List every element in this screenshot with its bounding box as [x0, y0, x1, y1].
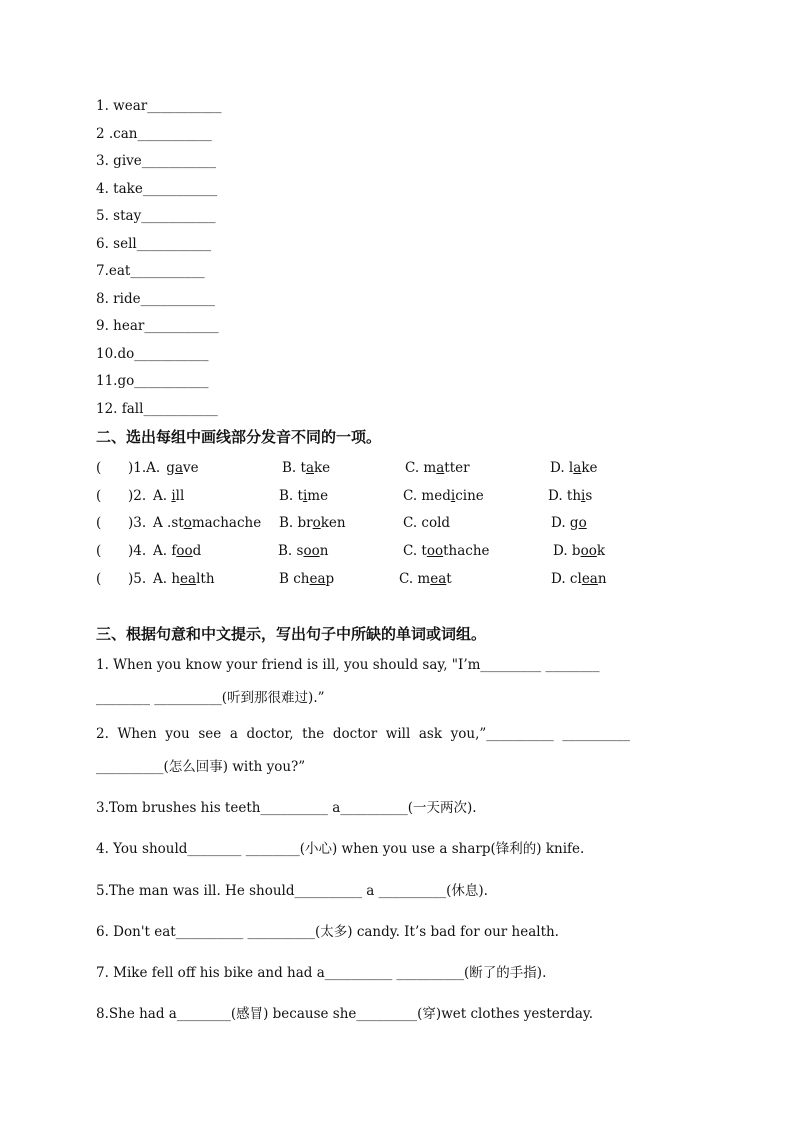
sentence-line-4: 4. You should________ ________(小心) when you use a sharp(锋利的) knife.	[96, 841, 585, 857]
option-c: C. toothache	[403, 543, 490, 559]
section-2-heading: 二、选出每组中画线部分发音不同的一项。	[96, 428, 382, 446]
option-c: C. medicine	[403, 488, 484, 504]
verb-item-2: 2 .can___________	[96, 126, 212, 142]
answer-paren[interactable]: (	[96, 543, 102, 559]
option-a: gave	[162, 460, 199, 476]
answer-paren[interactable]: (	[96, 571, 102, 587]
verb-item-11: 11.go___________	[96, 373, 209, 389]
option-c: C. matter	[405, 460, 470, 476]
option-a: A. ill	[153, 488, 185, 504]
sentence-line-1a: 1. When you know your friend is ill, you should say, "I’m_________ ________	[96, 657, 600, 673]
sentence-line-1b: ________ __________(听到那很难过).”	[96, 690, 325, 706]
answer-paren[interactable]: (	[96, 515, 102, 531]
option-a: A .stomachache	[153, 515, 262, 531]
verb-item-10: 10.do___________	[96, 346, 209, 362]
section-3-heading: 三、根据句意和中文提示，写出句子中所缺的单词或词组。	[96, 625, 487, 643]
sentence-line-2b: __________(怎么回事) with you?”	[96, 759, 306, 775]
option-b: B. time	[279, 488, 329, 504]
option-b: B. take	[282, 460, 331, 476]
sentence-line-7: 7. Mike fell off his bike and had a__________ __________(断了的手指).	[96, 965, 547, 981]
verb-item-7: 7.eat___________	[96, 263, 205, 279]
verb-item-9: 9. hear___________	[96, 318, 219, 334]
answer-paren[interactable]: (	[96, 460, 102, 476]
option-b: B. broken	[279, 515, 346, 531]
option-d: D. lake	[550, 460, 598, 476]
answer-paren[interactable]: (	[96, 488, 102, 504]
sentence-line-6: 6. Don't eat__________ __________(太多) candy. It’s bad for our health.	[96, 924, 559, 940]
sentence-line-3: 3.Tom brushes his teeth__________ a__________(一天两次).	[96, 800, 477, 816]
option-d: D. this	[548, 488, 593, 504]
question-number: )2.	[128, 488, 147, 504]
verb-item-8: 8. ride___________	[96, 291, 215, 307]
sentence-line-8: 8.She had a________(感冒) because she_________(穿)wet clothes yesterday.	[96, 1006, 594, 1022]
option-c: C. cold	[403, 515, 451, 531]
question-number: )1.A.	[128, 460, 161, 476]
option-a: A. health	[153, 571, 215, 587]
option-d: D. clean	[551, 571, 607, 587]
sentence-line-2a: 2. When you see a doctor, the doctor will ask you,”__________ __________	[96, 726, 630, 742]
verb-item-12: 12. fall___________	[96, 401, 218, 417]
option-a: A. food	[153, 543, 202, 559]
option-c: C. meat	[399, 571, 452, 587]
question-number: )5.	[128, 571, 147, 587]
question-number: )3.	[128, 515, 147, 531]
sentence-line-5: 5.The man was ill. He should__________ a __________(休息).	[96, 883, 488, 899]
question-number: )4.	[128, 543, 147, 559]
option-d: D. go	[551, 515, 587, 531]
verb-item-4: 4. take___________	[96, 181, 218, 197]
verb-item-6: 6. sell___________	[96, 236, 211, 252]
verb-item-3: 3. give___________	[96, 153, 216, 169]
option-d: D. book	[553, 543, 606, 559]
verb-item-1: 1. wear___________	[96, 98, 222, 114]
verb-item-5: 5. stay___________	[96, 208, 216, 224]
option-b: B. soon	[278, 543, 329, 559]
option-b: B cheap	[279, 571, 335, 587]
